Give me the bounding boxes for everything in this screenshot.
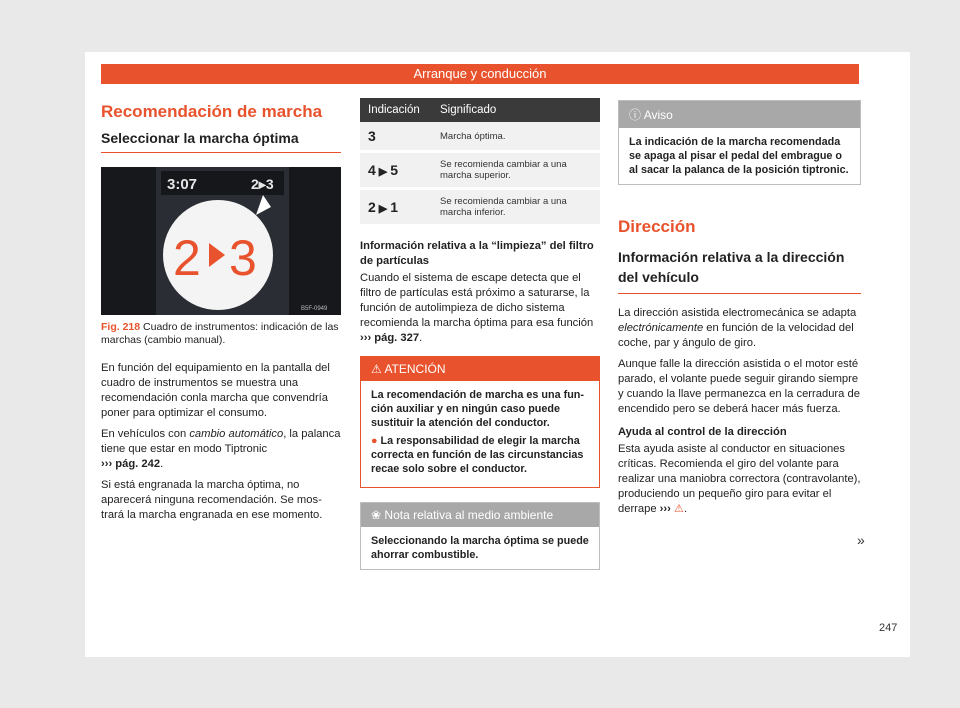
environment-note-box xyxy=(360,502,600,570)
paragraph xyxy=(618,306,861,351)
paragraph: Si está engranada la marcha óptima, no aparecerá ninguna recomendación. Se mostrará la marcha engranada en ese momento. xyxy=(101,479,323,521)
gear-number: 2 xyxy=(368,199,376,215)
notice-header xyxy=(619,101,860,128)
subsection-title: Información relativa a la dirección del vehículo xyxy=(618,247,861,294)
column-3 xyxy=(618,98,861,523)
page-reference-link[interactable]: ››› pág. 327 xyxy=(360,332,420,344)
warning-triangle-icon: ⚠ xyxy=(371,362,382,376)
emphasis: electrónicamente xyxy=(618,322,704,334)
page-number: 247 xyxy=(879,622,898,634)
notice-title: Aviso xyxy=(643,108,673,122)
environment-note-header xyxy=(361,503,599,527)
figure-caption-text: Cuadro de instrumentos: indicación de las marchas (cambio manual). xyxy=(101,321,339,346)
paragraph xyxy=(101,427,341,472)
table-header: Significado xyxy=(432,98,600,122)
indication-symbol xyxy=(360,152,432,189)
figure-caption xyxy=(101,321,341,347)
table-row xyxy=(360,152,600,189)
warning-header xyxy=(361,357,599,381)
text: , la palanca tiene que estar en modo Tiptronic xyxy=(101,428,341,455)
gear-number: 5 xyxy=(390,162,399,178)
gear-indicator-small: 2▸3 xyxy=(251,176,274,192)
gear-to: 3 xyxy=(229,230,257,286)
column-1 xyxy=(101,98,341,529)
gear-number: 4 xyxy=(368,162,376,178)
gear-number: 3 xyxy=(368,128,376,144)
instrument-cluster-figure xyxy=(101,167,341,315)
clock-text: 3:07 xyxy=(167,176,198,193)
text: Cuando el sistema de escape detecta que el filtro de partículas está próximo a saturarse, la función de autolimpieza de dicho sistema recomienda la marcha óptima para esa función xyxy=(360,272,594,329)
warning-bullet xyxy=(371,434,589,476)
meaning-cell: Se recomienda cambiar a una marcha inferior. xyxy=(432,189,600,226)
figure-number: Fig. 218 xyxy=(101,321,141,333)
table-row xyxy=(360,122,600,152)
table-row xyxy=(360,189,600,226)
warning-text: La responsabilidad de elegir la marcha correcta en función de las circunstancias recae solo sobre el conductor. xyxy=(371,435,584,475)
flower-icon: ❀ xyxy=(371,508,382,522)
gear-number: 1 xyxy=(390,199,399,215)
arrow-right-icon: ▶ xyxy=(378,166,388,178)
text: Esta ayuda asiste al conductor en situaciones críticas. Recomienda el giro del volante para realizar una maniobra correctora (contravolante), produciendo un pequeño giro para evitar el derrape xyxy=(618,443,861,515)
table-header-row xyxy=(360,98,600,122)
emphasis: cambio automático xyxy=(189,428,284,440)
page-reference-link[interactable]: ››› pág. 242 xyxy=(101,458,161,470)
continued-marker: » xyxy=(857,532,865,548)
arrow-right-icon: ▶ xyxy=(378,203,388,215)
section-title: Recomendación de marcha xyxy=(101,102,323,121)
paragraph: Esta ayuda asiste al conductor en situaciones críticas. Recomienda el giro del volante para realizar una maniobra correctora (contravolante), produciendo un pequeño giro para evitar el derrape ››› ⚠. xyxy=(618,443,861,515)
meaning-cell: Se recomienda cambiar a una marcha superior. xyxy=(432,152,600,189)
text: en función de la velocidad del coche, par y ángulo de giro. xyxy=(618,322,854,349)
warning-text: La recomendación de marcha es una función auxiliar y en ningún caso puede sustituir la atención del conductor. xyxy=(371,389,585,429)
paragraph: Aunque falle la dirección asistida o el motor esté parado, el volante puede seguir girando siempre y cuando la llave permanezca en la cerradura de encendido pero se deberá hacer más fuerza. xyxy=(618,358,860,415)
subheading: Ayuda al control de la dirección xyxy=(618,426,787,438)
paragraph: Cuando el sistema de escape detecta que el filtro de partículas está próximo a saturarse, la función de autolimpieza de dicho sistema recomienda la marcha óptima para esa función ››› pág. 327. xyxy=(360,272,594,344)
chapter-header: Arranque y conducción xyxy=(101,64,859,84)
figure-code: B5F-0949 xyxy=(301,306,328,312)
info-icon: ⓘ xyxy=(629,108,642,122)
environment-note-title: Nota relativa al medio ambiente xyxy=(384,508,554,522)
warning-reference-link[interactable]: ››› xyxy=(659,503,671,515)
warning-title: ATENCIÓN xyxy=(384,362,446,376)
section-title: Dirección xyxy=(618,217,696,236)
indication-symbol xyxy=(360,189,432,226)
gear-from: 2 xyxy=(173,230,201,286)
warning-triangle-icon: ⚠ xyxy=(673,503,684,515)
indication-table xyxy=(360,98,600,227)
warning-box xyxy=(360,356,600,488)
subheading: Información relativa a la “limpieza” del filtro de partículas xyxy=(360,240,594,267)
indication-symbol xyxy=(360,122,432,152)
text: La dirección asistida electromecánica se adapta xyxy=(618,307,857,319)
column-2 xyxy=(360,98,600,570)
paragraph: En función del equipamiento en la pantalla del cuadro de instrumentos se muestra una recomendación conla marcha que convendría poner para optimizar el consumo. xyxy=(101,362,330,419)
text: En vehículos con xyxy=(101,428,190,440)
table-header: Indicación xyxy=(360,98,432,122)
bullet-icon: ● xyxy=(371,435,378,447)
environment-note-body: Seleccionando la marcha óptima se puede ahorrar combustible. xyxy=(371,535,589,561)
subsection-title: Seleccionar la marcha óptima xyxy=(101,130,341,153)
warning-body xyxy=(361,381,599,487)
notice-body: La indicación de la marcha recomendada se apaga al pisar el pedal del embrague o al sacar la palanca de la posición tiptronic. xyxy=(629,136,849,176)
text: . xyxy=(160,458,164,470)
meaning-cell: Marcha óptima. xyxy=(432,122,600,152)
notice-box xyxy=(618,100,861,185)
